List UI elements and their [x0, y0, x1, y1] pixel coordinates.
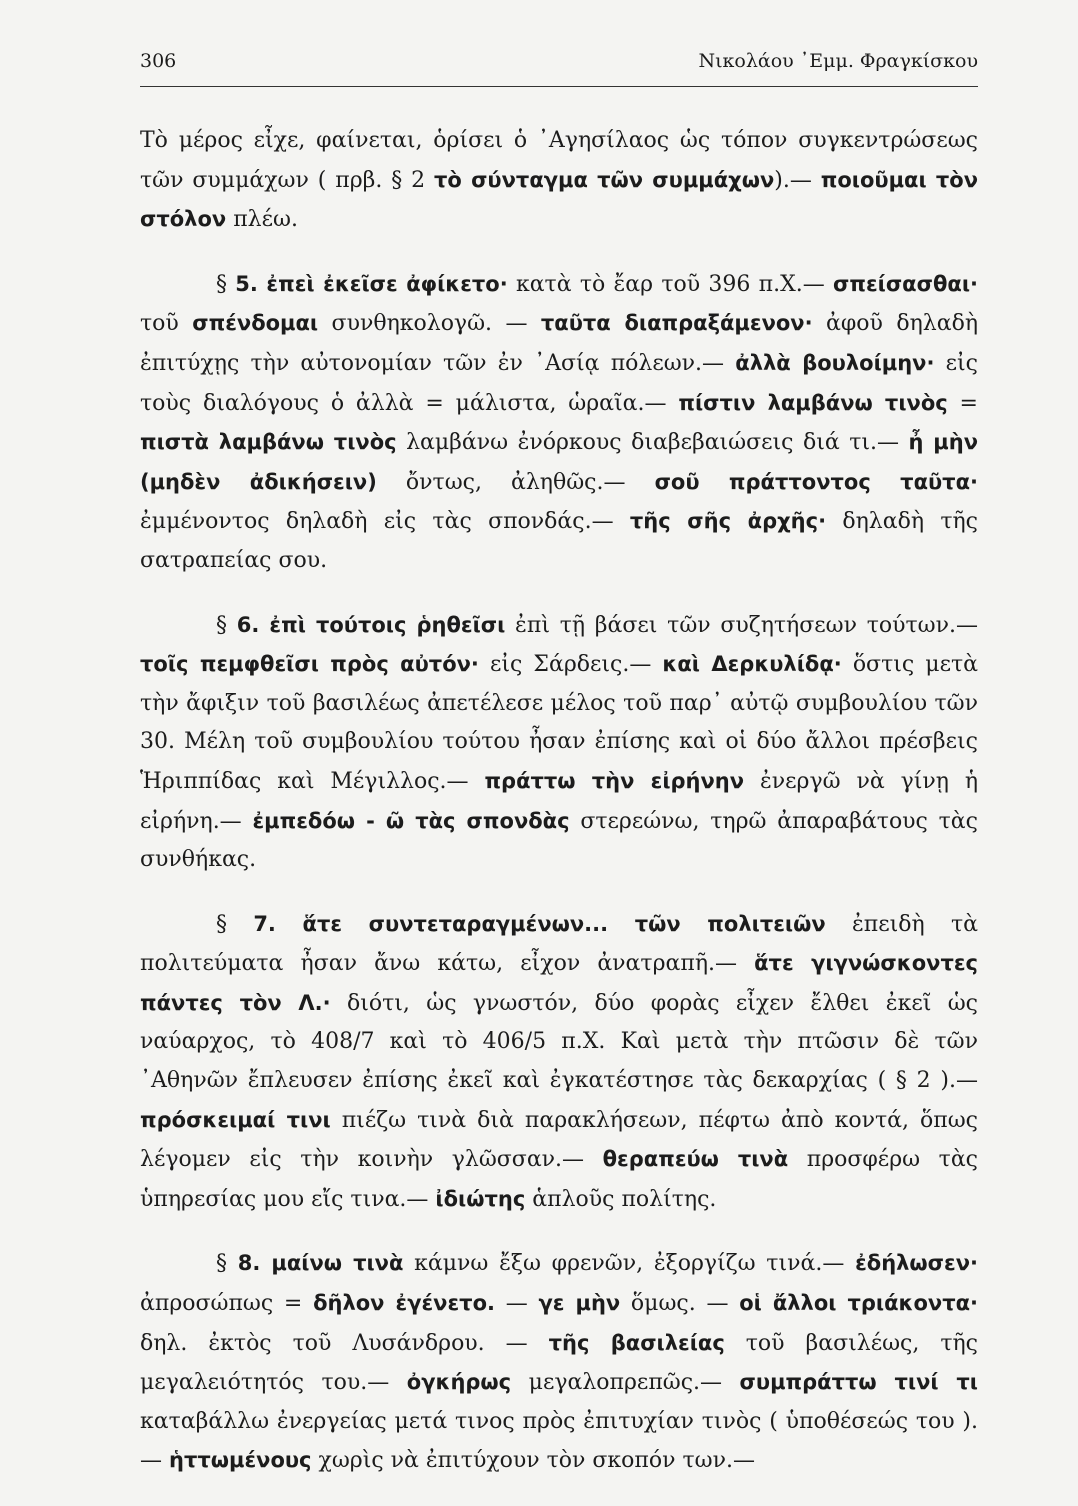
bold-term: τὸ σύνταγμα τῶν συμμάχων	[434, 167, 775, 192]
text-run: ἐπὶ τῇ βάσει τῶν συζητήσεων τούτων.—	[505, 612, 978, 638]
text-run: στερεώνω, τηρῶ ἀπαραβάτους τὰς συνθήκας.	[140, 808, 978, 873]
header-rule	[140, 86, 978, 87]
bold-term: δῆλον ἐγένετο.	[313, 1291, 495, 1316]
bold-term: ταῦτα διαπραξάμενον·	[540, 311, 813, 336]
page-header	[140, 50, 978, 72]
bold-term: ἀλλὰ βουλοίμην·	[735, 350, 935, 375]
text-run: —	[495, 1291, 539, 1317]
bold-term: 6. ἐπὶ τούτοις ῥηθεῖσι	[236, 612, 506, 637]
text-run: Τὸ μέρος εἶχε, φαίνεται, ὁρίσει ὁ ᾿Αγησίλαος ὡς τόπον συγκεντρώσεως τῶν συμμάχων ( πρβ. § 2	[140, 128, 978, 193]
text-run: πιέζω τινὰ διὰ παρακλήσεων, πέφτω ἀπὸ κοντά, ὅπως λέγομεν εἰς τὴν κοινὴν γλῶσσαν.—	[140, 1107, 978, 1173]
bold-term: ἦ μὴν (μηδὲν ἀδικήσειν)	[140, 430, 978, 494]
bold-term: θεραπεύω τινὰ	[602, 1147, 789, 1172]
bold-term: 8. μαίνω τινὰ	[237, 1251, 404, 1276]
text-run: συνθηκολογῶ. —	[318, 311, 541, 337]
running-title: Νικολάου ᾿Εμμ. Φραγκίσκου	[698, 50, 978, 72]
text-run: καταβάλλω ἐνεργείας μετά τινος πρὸς ἐπιτυχίαν τινὸς ( ὑποθέσεώς του ).—	[140, 1408, 978, 1474]
bold-term: οἱ ἄλλοι τριάκοντα·	[739, 1291, 978, 1316]
bold-term: ἰδιώτης	[435, 1186, 526, 1211]
text-run: κατὰ τὸ ἔαρ τοῦ 396 π.Χ.—	[507, 271, 833, 297]
paragraph	[140, 265, 978, 581]
page-body	[140, 122, 978, 1506]
bold-term: γε μὴν	[538, 1291, 621, 1316]
bold-term: πιστὰ λαμβάνω τινὸς	[140, 430, 397, 455]
text-run: τοῦ	[140, 311, 193, 337]
bold-term: πράττω τὴν εἰρήνην	[484, 768, 745, 793]
text-run: λαμβάνω ἐνόρκους διαβεβαιώσεις διά τι.—	[396, 430, 909, 456]
text-run: §	[216, 911, 254, 937]
bold-term: πρόσκειμαί τινι	[140, 1107, 331, 1132]
bold-term: ἡττωμένους	[169, 1448, 312, 1473]
bold-term: συμπράττω τινί τι	[739, 1370, 978, 1395]
paragraph	[140, 1244, 978, 1481]
text-run: ἐπειδὴ τὰ πολιτεύματα ἦσαν ἄνω κάτω, εἶχον ἀνατραπῆ.—	[140, 911, 978, 977]
text-run: χωρὶς νὰ ἐπιτύχουν τὸν σκοπόν των.—	[311, 1448, 755, 1474]
bold-term: τοῖς πεμφθεῖσι πρὸς αὐτόν·	[140, 652, 479, 677]
text-run: ἀφοῦ δηλαδὴ ἐπιτύχῃς τὴν αὐτονομίαν τῶν ἐν ᾿Ασίᾳ πόλεων.—	[140, 311, 978, 376]
bold-term: ὀγκήρως	[406, 1370, 512, 1395]
bold-term: καὶ Δερκυλίδᾳ·	[662, 652, 842, 677]
text-run: ).—	[774, 167, 821, 193]
text-run: εἰς Σάρδεις.—	[478, 652, 663, 678]
text-run: §	[216, 271, 236, 297]
text-run: ὅστις μετὰ τὴν ἄφιξιν τοῦ βασιλέως ἀπετέλεσε μέλος τοῦ παρ᾿ αὐτῷ συμβουλίου τῶν 30. Μέλη τοῦ συμβουλίου τούτου ἦσαν ἐπίσης καὶ οἱ δύο ἄλλοι πρέσβεις Ἡριππίδας καὶ Μέγιλλος.—	[140, 652, 978, 794]
text-run: §	[216, 612, 237, 638]
bold-term: 7. ἅτε συντεταραγμένων... τῶν πολιτειῶν	[253, 911, 826, 936]
text-run: ὅμως. —	[620, 1291, 740, 1317]
text-run: δηλ. ἐκτὸς τοῦ Λυσάνδρου. —	[140, 1330, 549, 1356]
text-run: ἐμμένοντος δηλαδὴ εἰς τὰς σπονδάς.—	[140, 509, 630, 535]
text-run: κάμνω ἔξω φρενῶν, ἐξοργίζω τινά.—	[403, 1251, 856, 1277]
bold-term: ἐδήλωσεν·	[855, 1251, 979, 1276]
bold-term: πίστιν λαμβάνω τινὸς	[678, 390, 948, 415]
paragraph	[140, 606, 978, 880]
text-run: ὄντως, ἀληθῶς.—	[376, 469, 655, 495]
bold-term: ἐμπεδόω - ῶ τὰς σπονδὰς	[252, 808, 570, 833]
text-run: μεγαλοπρεπῶς.—	[511, 1370, 740, 1396]
paragraph	[140, 122, 978, 240]
bold-term: ποιοῦμαι τὸν στόλον	[140, 167, 979, 232]
text-run: ἐνεργῶ νὰ γίνῃ ἡ εἰρήνη.—	[140, 768, 979, 834]
bold-term: τῆς σῆς ἀρχῆς·	[629, 509, 827, 534]
text-run: διότι, ὡς γνωστόν, δύο φορὰς εἶχεν ἔλθει ἐκεῖ ὡς ναύαρχος, τὸ 408/7 καὶ τὸ 406/5 π.Χ. Καὶ μετὰ τὴν πτῶσιν δὲ τῶν ᾿Αθηνῶν ἔπλευσεν ἐπίσης ἐκεῖ καὶ ἐγκατέστησε τὰς δεκαρχίας ( § 2 ).—	[140, 990, 978, 1094]
text-run: τοῦ βασιλέως, τῆς μεγαλειότητός του.—	[140, 1330, 978, 1396]
bold-term: ἅτε γιγνώσκοντες πάντες τὸν Λ.·	[140, 951, 978, 1015]
text-run: =	[947, 390, 978, 416]
text-run: δηλαδὴ τῆς σατραπείας σου.	[140, 509, 978, 573]
bold-term: σοῦ πράττοντος ταῦτα·	[654, 469, 978, 494]
bold-term: τῆς βασιλείας	[548, 1330, 725, 1355]
bold-term: 5. ἐπεὶ ἐκεῖσε ἀφίκετο·	[235, 271, 508, 296]
text-run: πλέω.	[226, 207, 298, 233]
paragraph	[140, 905, 978, 1220]
text-run: εἰς τοὺς διαλόγους ὁ ἀλλὰ = μάλιστα, ὡραῖα.—	[140, 350, 979, 416]
text-run: ἁπλοῦς πολίτης.	[525, 1186, 717, 1212]
text-run: §	[216, 1251, 238, 1277]
bold-term: σπένδομαι	[192, 311, 319, 336]
page-number: 306	[140, 50, 177, 72]
text-run: ἀπροσώπως =	[140, 1291, 314, 1317]
text-run: προσφέρω τὰς ὑπηρεσίας μου εἴς τινα.—	[140, 1147, 978, 1212]
bold-term: σπείσασθαι·	[832, 271, 978, 296]
